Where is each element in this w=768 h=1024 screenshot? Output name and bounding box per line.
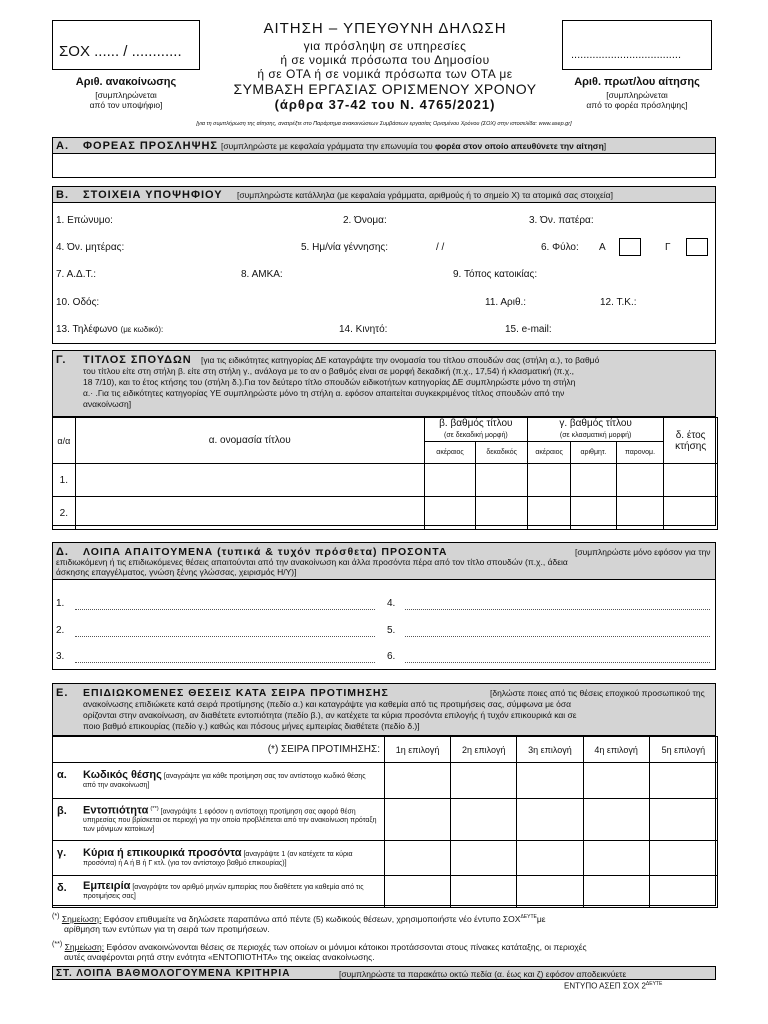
locality-5[interactable] — [649, 799, 717, 841]
section-d-letter: Δ. — [56, 546, 69, 558]
section-e-desc-2: ανακοίνωσης επιδιώκετε κατά σειρά προτίμησης (πεδίο α.) και καταγράψτε για καθεμία από τις προτιμήσεις σας, σύμφωνα με όσα — [83, 699, 572, 709]
section-a-letter: Α. — [56, 140, 69, 152]
row-letter: β. — [57, 805, 67, 817]
email-label: 15. e-mail: — [505, 324, 552, 335]
grade-dec-1[interactable] — [476, 464, 528, 497]
section-e-desc-1: [δηλώστε ποιες από τις θέσεις εποχικού προσωπικού της — [490, 688, 705, 698]
col-b-int: ακέραιος — [424, 442, 476, 464]
section-e-desc-3: ορίζονται στην ανακοίνωση, αν διαθέτετε εντοπιότητα (πεδίο β.), αν κατέχετε τα κύρια προσόντα επιλογής ή τυχόν επικουρικά και σε — [83, 710, 577, 720]
position-code-1[interactable] — [384, 763, 450, 799]
section-a-desc-end: ] — [603, 141, 607, 151]
col-grade-fraction: γ. βαθμός τίτλου (σε κλασματική μορφή) — [527, 418, 663, 442]
position-code-3[interactable] — [517, 763, 583, 799]
section-c — [52, 350, 716, 526]
qualification-2-input[interactable] — [75, 636, 375, 637]
qualifications-title: Κύρια ή επικουρικά προσόντα — [83, 846, 242, 859]
birth-date-label: 5. Ημ/νία γέννησης: — [301, 242, 389, 253]
table-row — [53, 497, 718, 530]
announcement-number-text: ΣΟΧ ...... / ............ — [59, 43, 182, 60]
note-1-line-2: αρίθμηση των εντύπων για τη σειρά των προτιμήσεων. — [64, 924, 270, 934]
section-a-desc-bold: φορέα στον οποίο απευθύνετε την αίτηση — [434, 141, 604, 151]
qualification-1-label: 1. — [56, 598, 65, 609]
gender-label: 6. Φύλο: — [541, 242, 579, 253]
street-number-label: 11. Αριθ.: — [485, 297, 527, 308]
experience-desc: [αναγράψτε τον αριθμό μηνών εμπειρίας που διαθέτετε για καθεμία από τις προτιμήσεις σας] — [83, 884, 364, 900]
col-g-int: ακέραιος — [527, 442, 570, 464]
table-row — [53, 464, 718, 497]
section-f — [52, 966, 716, 980]
section-c-desc-4: α.· .Για τις ειδικότητες κατηγορίας ΥΕ συμπληρώστε μόνο τη στήλη α. εφόσον απαιτείται συγκεκριμένος τίτλος σπουδών από την — [83, 388, 565, 398]
col-g-den: παρονομ. — [616, 442, 664, 464]
postal-code-label: 12. Τ.Κ.: — [600, 297, 637, 308]
row-number: 2. — [53, 497, 76, 530]
qualification-6-label: 6. — [387, 651, 396, 662]
surname-label: 1. Επώνυμο: — [56, 215, 113, 226]
employer-input[interactable] — [53, 154, 715, 178]
col-year: δ. έτος κτήσης — [664, 418, 718, 464]
name-label: 2. Όνομα: — [343, 215, 387, 226]
section-e — [52, 683, 716, 906]
grade-int-1[interactable] — [424, 464, 476, 497]
row-letter: δ. — [57, 882, 67, 894]
mother-name-label: 4. Όν. μητέρας: — [56, 242, 125, 253]
section-a-desc: [συμπληρώστε με κεφαλαία γράμματα την επωνυμία του — [221, 141, 435, 151]
announcement-fill-note-2: από τον υποψήφιο] — [89, 100, 163, 110]
section-c-desc-2: του τίτλου είτε στη στήλη β. είτε στη στήλη γ., ανάλογα με το αν ο βαθμός είναι σε μορφή δεκαδική (π.χ., 17,54) ή κλασματική (π.χ., — [83, 366, 574, 376]
locality-3[interactable] — [517, 799, 583, 841]
gender-female-label: Γ — [665, 242, 671, 253]
instructions-note: [για τη συμπλήρωση της αίτησης, ανατρέξτε στο Παράρτημα ανακοινώσεων Συμβάσεων εργασίας Ορισμένου Χρόνου (ΣΟΧ) στην ιστοσελίδα: www.asep.gr] — [196, 121, 572, 127]
section-d — [52, 542, 716, 670]
row-number: 1. — [53, 464, 76, 497]
degree-name-input-2[interactable] — [75, 497, 424, 530]
protocol-fill-note-1: [συμπληρώνεται — [606, 90, 668, 100]
form-subtitle-1: για πρόσληψη σε υπηρεσίες — [303, 39, 467, 53]
choice-3-header: 3η επιλογή — [517, 737, 583, 763]
qual-1[interactable] — [384, 841, 450, 876]
experience-title: Εμπειρία — [83, 880, 131, 892]
locality-4[interactable] — [583, 799, 649, 841]
preferences-table — [52, 736, 718, 908]
section-e-letter: Ε. — [56, 687, 69, 699]
grade-dec-2[interactable] — [476, 497, 528, 530]
choice-5-header: 5η επιλογή — [649, 737, 717, 763]
frac-num-1[interactable] — [571, 464, 616, 497]
qual-4[interactable] — [583, 841, 649, 876]
year-1[interactable] — [664, 464, 718, 497]
announcement-fill-note-1: [συμπληρώνεται — [95, 90, 157, 100]
section-c-desc-1: [για τις ειδικότητες κατηγορίας ΔΕ καταγράψτε την ονομασία του τίτλου σπουδών σας (στήλη α.), το βαθμό — [201, 355, 600, 365]
section-f-title: ΣΤ. ΛΟΙΠΑ ΒΑΘΜΟΛΟΓΟΥΜΕΝΑ ΚΡΙΤΗΡΙΑ — [56, 968, 291, 979]
section-d-desc-3: άσκησης επαγγέλματος, γνώση ξένης γλώσσας, χειρισμός Η/Υ)] — [56, 567, 297, 577]
gender-female-checkbox[interactable] — [686, 238, 708, 256]
form-title: ΑΙΤΗΣΗ – ΥΠΕΥΘΥΝΗ ΔΗΛΩΣΗ — [263, 20, 507, 37]
form-subtitle-5: (άρθρα 37-42 του Ν. 4765/2021) — [274, 97, 496, 112]
protocol-number-box[interactable] — [562, 20, 712, 70]
col-degree-name: α. ονομασία τίτλου — [75, 418, 424, 464]
phone-label: 13. Τηλέφωνο — [56, 324, 118, 335]
qualification-2-label: 2. — [56, 625, 65, 636]
section-d-title: ΛΟΙΠΑ ΑΠΑΙΤΟΥΜΕΝΑ (τυπικά & τυχόν πρόσθετα) ΠΡΟΣΟΝΤΑ — [83, 546, 448, 558]
qual-2[interactable] — [451, 841, 517, 876]
form-subtitle-3: ή σε ΟΤΑ ή σε νομικά πρόσωπα των ΟΤΑ με — [257, 67, 513, 81]
section-b — [52, 186, 716, 344]
section-b-desc: [συμπληρώστε κατάλληλα (με κεφαλαία γράμματα, αριθμούς ή το σημείο Χ) τα ατομικά σας στοιχεία] — [237, 190, 613, 200]
locality-2[interactable] — [451, 799, 517, 841]
position-code-2[interactable] — [451, 763, 517, 799]
locality-1[interactable] — [384, 799, 450, 841]
col-g-num: αριθμητ. — [571, 442, 616, 464]
frac-den-1[interactable] — [616, 464, 664, 497]
id-card-label: 7. Α.Δ.Τ.: — [56, 269, 97, 280]
mobile-label: 14. Κινητό: — [339, 324, 388, 335]
table-row — [53, 876, 718, 908]
qualification-5-input[interactable] — [405, 636, 710, 637]
frac-int-1[interactable] — [527, 464, 570, 497]
locality-desc: [αναγράψτε 1 εφόσον η αντίστοιχη προτίμηση σας αφορά θέση υπηρεσίας που βρίσκεται σε περιοχή για την οποία προβλέπεται από την ανακοίνωση πρόταξη των μόνιμων κατοίκων] — [83, 808, 377, 834]
residence-label: 9. Τόπος κατοικίας: — [453, 269, 538, 280]
qualification-1-input[interactable] — [75, 609, 375, 610]
locality-title: Εντοπιότητα — [83, 804, 149, 817]
qualification-3-input[interactable] — [75, 662, 375, 663]
protocol-number-text: .................................... — [571, 49, 682, 61]
experience-5[interactable] — [649, 876, 717, 908]
section-e-desc-4: ποιο βαθμό επικουρίας (πεδίο γ.) καθώς και πόσους μήνες εμπειρίας διαθέτετε (πεδίο δ.)] — [83, 721, 420, 731]
qualification-5-label: 5. — [387, 625, 396, 636]
degree-name-input-1[interactable] — [75, 464, 424, 497]
locality-mark: (**) — [150, 805, 159, 812]
phone-label-note: (με κωδικό): — [120, 325, 164, 334]
qualification-4-label: 4. — [387, 598, 396, 609]
street-label: 10. Οδός: — [56, 297, 100, 308]
experience-3[interactable] — [517, 876, 583, 908]
qualification-3-label: 3. — [56, 651, 65, 662]
section-c-letter: Γ. — [56, 354, 67, 366]
announcement-number-box[interactable] — [52, 20, 200, 70]
section-a — [52, 137, 716, 178]
row-letter: α. — [57, 769, 67, 781]
table-row — [53, 763, 718, 799]
announcement-number-label: Αριθ. ανακοίνωσης — [75, 76, 177, 88]
position-code-title: Κωδικός θέσης — [83, 769, 162, 781]
qualification-4-input[interactable] — [405, 609, 710, 610]
note-1: (*) Σημείωση: Εφόσον επιθυμείτε να δηλώσετε παραπάνω από πέντε (5) κωδικούς θέσεων, χρησιμοποιήστε νέο έντυπο $\Sigma OX^{\Delta E\Upsilon TE}\mu\varepsilon$ — [52, 912, 546, 924]
section-d-desc-2: επιδιωκόμενη ή τις επιδιωκόμενες θέσεις απαιτούνται από την ανακοίνωση και άλλα προσόντα πέρα από τον τίτλο σπουδών (π.χ., άδεια — [56, 557, 568, 567]
grade-int-2[interactable] — [424, 497, 476, 530]
qual-3[interactable] — [517, 841, 583, 876]
note-2-line-2: αυτές αναφέρονται ρητά στην ενότητα «ΕΝΤΟΠΙΟΤΗΤΑ» της οικείας ανακοίνωσης. — [64, 952, 375, 962]
col-b-dec: δεκαδικός — [476, 442, 528, 464]
section-a-title: ΦΟΡΕΑΣ ΠΡΟΣΛΗΨΗΣ — [83, 140, 219, 152]
choice-2-header: 2η επιλογή — [451, 737, 517, 763]
position-code-4[interactable] — [583, 763, 649, 799]
section-c-desc-5: ανακοίνωση] — [83, 399, 132, 409]
section-b-title: ΣΤΟΙΧΕΙΑ ΥΠΟΨΗΦΙΟΥ — [83, 189, 223, 201]
form-subtitle-2: ή σε νομικά πρόσωπα του Δημοσίου — [280, 53, 490, 67]
preference-order-header: (*) ΣΕΙΡΑ ΠΡΟΤΙΜΗΣΗΣ: — [53, 737, 385, 763]
section-e-title: ΕΠΙΔΙΩΚΟΜΕΝΕΣ ΘΕΣΕΙΣ ΚΑΤΑ ΣΕΙΡΑ ΠΡΟΤΙΜΗΣΗΣ — [83, 687, 389, 699]
frac-int-2[interactable] — [527, 497, 570, 530]
position-code-5[interactable] — [649, 763, 717, 799]
year-2[interactable] — [664, 497, 718, 530]
frac-den-2[interactable] — [616, 497, 664, 530]
choice-4-header: 4η επιλογή — [583, 737, 649, 763]
note-2: (**) Σημείωση: Εφόσον ανακοινώνονται θέσεις σε περιοχές των οποίων οι μόνιμοι κάτοικοι προτάσσονται στους πίνακες κατάταξης, οι περιοχές — [52, 940, 587, 952]
degree-table — [52, 417, 718, 530]
row-letter: γ. — [57, 847, 67, 859]
experience-1[interactable] — [384, 876, 450, 908]
form-subtitle-4: ΣΥΜΒΑΣΗ ΕΡΓΑΣΙΑΣ ΟΡΙΣΜΕΝΟΥ ΧΡΟΝΟΥ — [233, 81, 537, 97]
section-f-desc: [συμπληρώστε τα παρακάτω οκτώ πεδία (α. έως και ζ) εφόσον αποδεικνύετε — [339, 969, 627, 979]
table-row — [53, 841, 718, 876]
protocol-number-label: Αριθ. πρωτ/λου αίτησης — [574, 76, 700, 88]
qualifications-desc: [αναγράψτε 1 (αν κατέχετε τα κύρια προσόντα) ή Α ή Β ή Γ κτλ. (για τον αντίστοιχο βαθμό επικουρίας)] — [83, 850, 353, 867]
gender-male-checkbox[interactable] — [619, 238, 641, 256]
section-d-desc-1: [συμπληρώστε μόνο εφόσον για την — [575, 547, 711, 557]
amka-label: 8. ΑΜΚΑ: — [241, 269, 283, 280]
gender-male-label: Α — [599, 242, 606, 253]
col-aa: α/α — [53, 418, 76, 464]
section-c-title: ΤΙΤΛΟΣ ΣΠΟΥΔΩΝ — [83, 354, 192, 366]
section-c-desc-3: 18 7/10), και το έτος κτήσης του (στήλη δ.).Για τον δεύτερο τίτλο σπουδών ειδικοτήτων κατηγορίας ΔΕ συμπληρώστε μόνο τη στήλη — [83, 377, 576, 387]
protocol-fill-note-2: από το φορέα πρόσληψης] — [586, 100, 688, 110]
position-code-desc: [αναγράψτε για κάθε προτίμηση σας τον αντίστοιχο κωδικό θέσης από την ανακοίνωση] — [83, 773, 366, 789]
father-name-label: 3. Όν. πατέρα: — [529, 215, 594, 226]
choice-1-header: 1η επιλογή — [384, 737, 450, 763]
col-grade-decimal: β. βαθμός τίτλου (σε δεκαδική μορφή) — [424, 418, 527, 442]
experience-2[interactable] — [451, 876, 517, 908]
qual-5[interactable] — [649, 841, 717, 876]
form-code-footer: ΕΝΤΥΠΟ ΑΣΕΠ ΣΟΧ $2^{\Delta E\Upsilon TE}$ — [564, 981, 663, 991]
qualification-6-input[interactable] — [405, 662, 710, 663]
frac-num-2[interactable] — [571, 497, 616, 530]
experience-4[interactable] — [583, 876, 649, 908]
table-row — [53, 799, 718, 841]
section-b-letter: Β. — [56, 189, 69, 201]
birth-date-separators: / / — [436, 242, 445, 253]
